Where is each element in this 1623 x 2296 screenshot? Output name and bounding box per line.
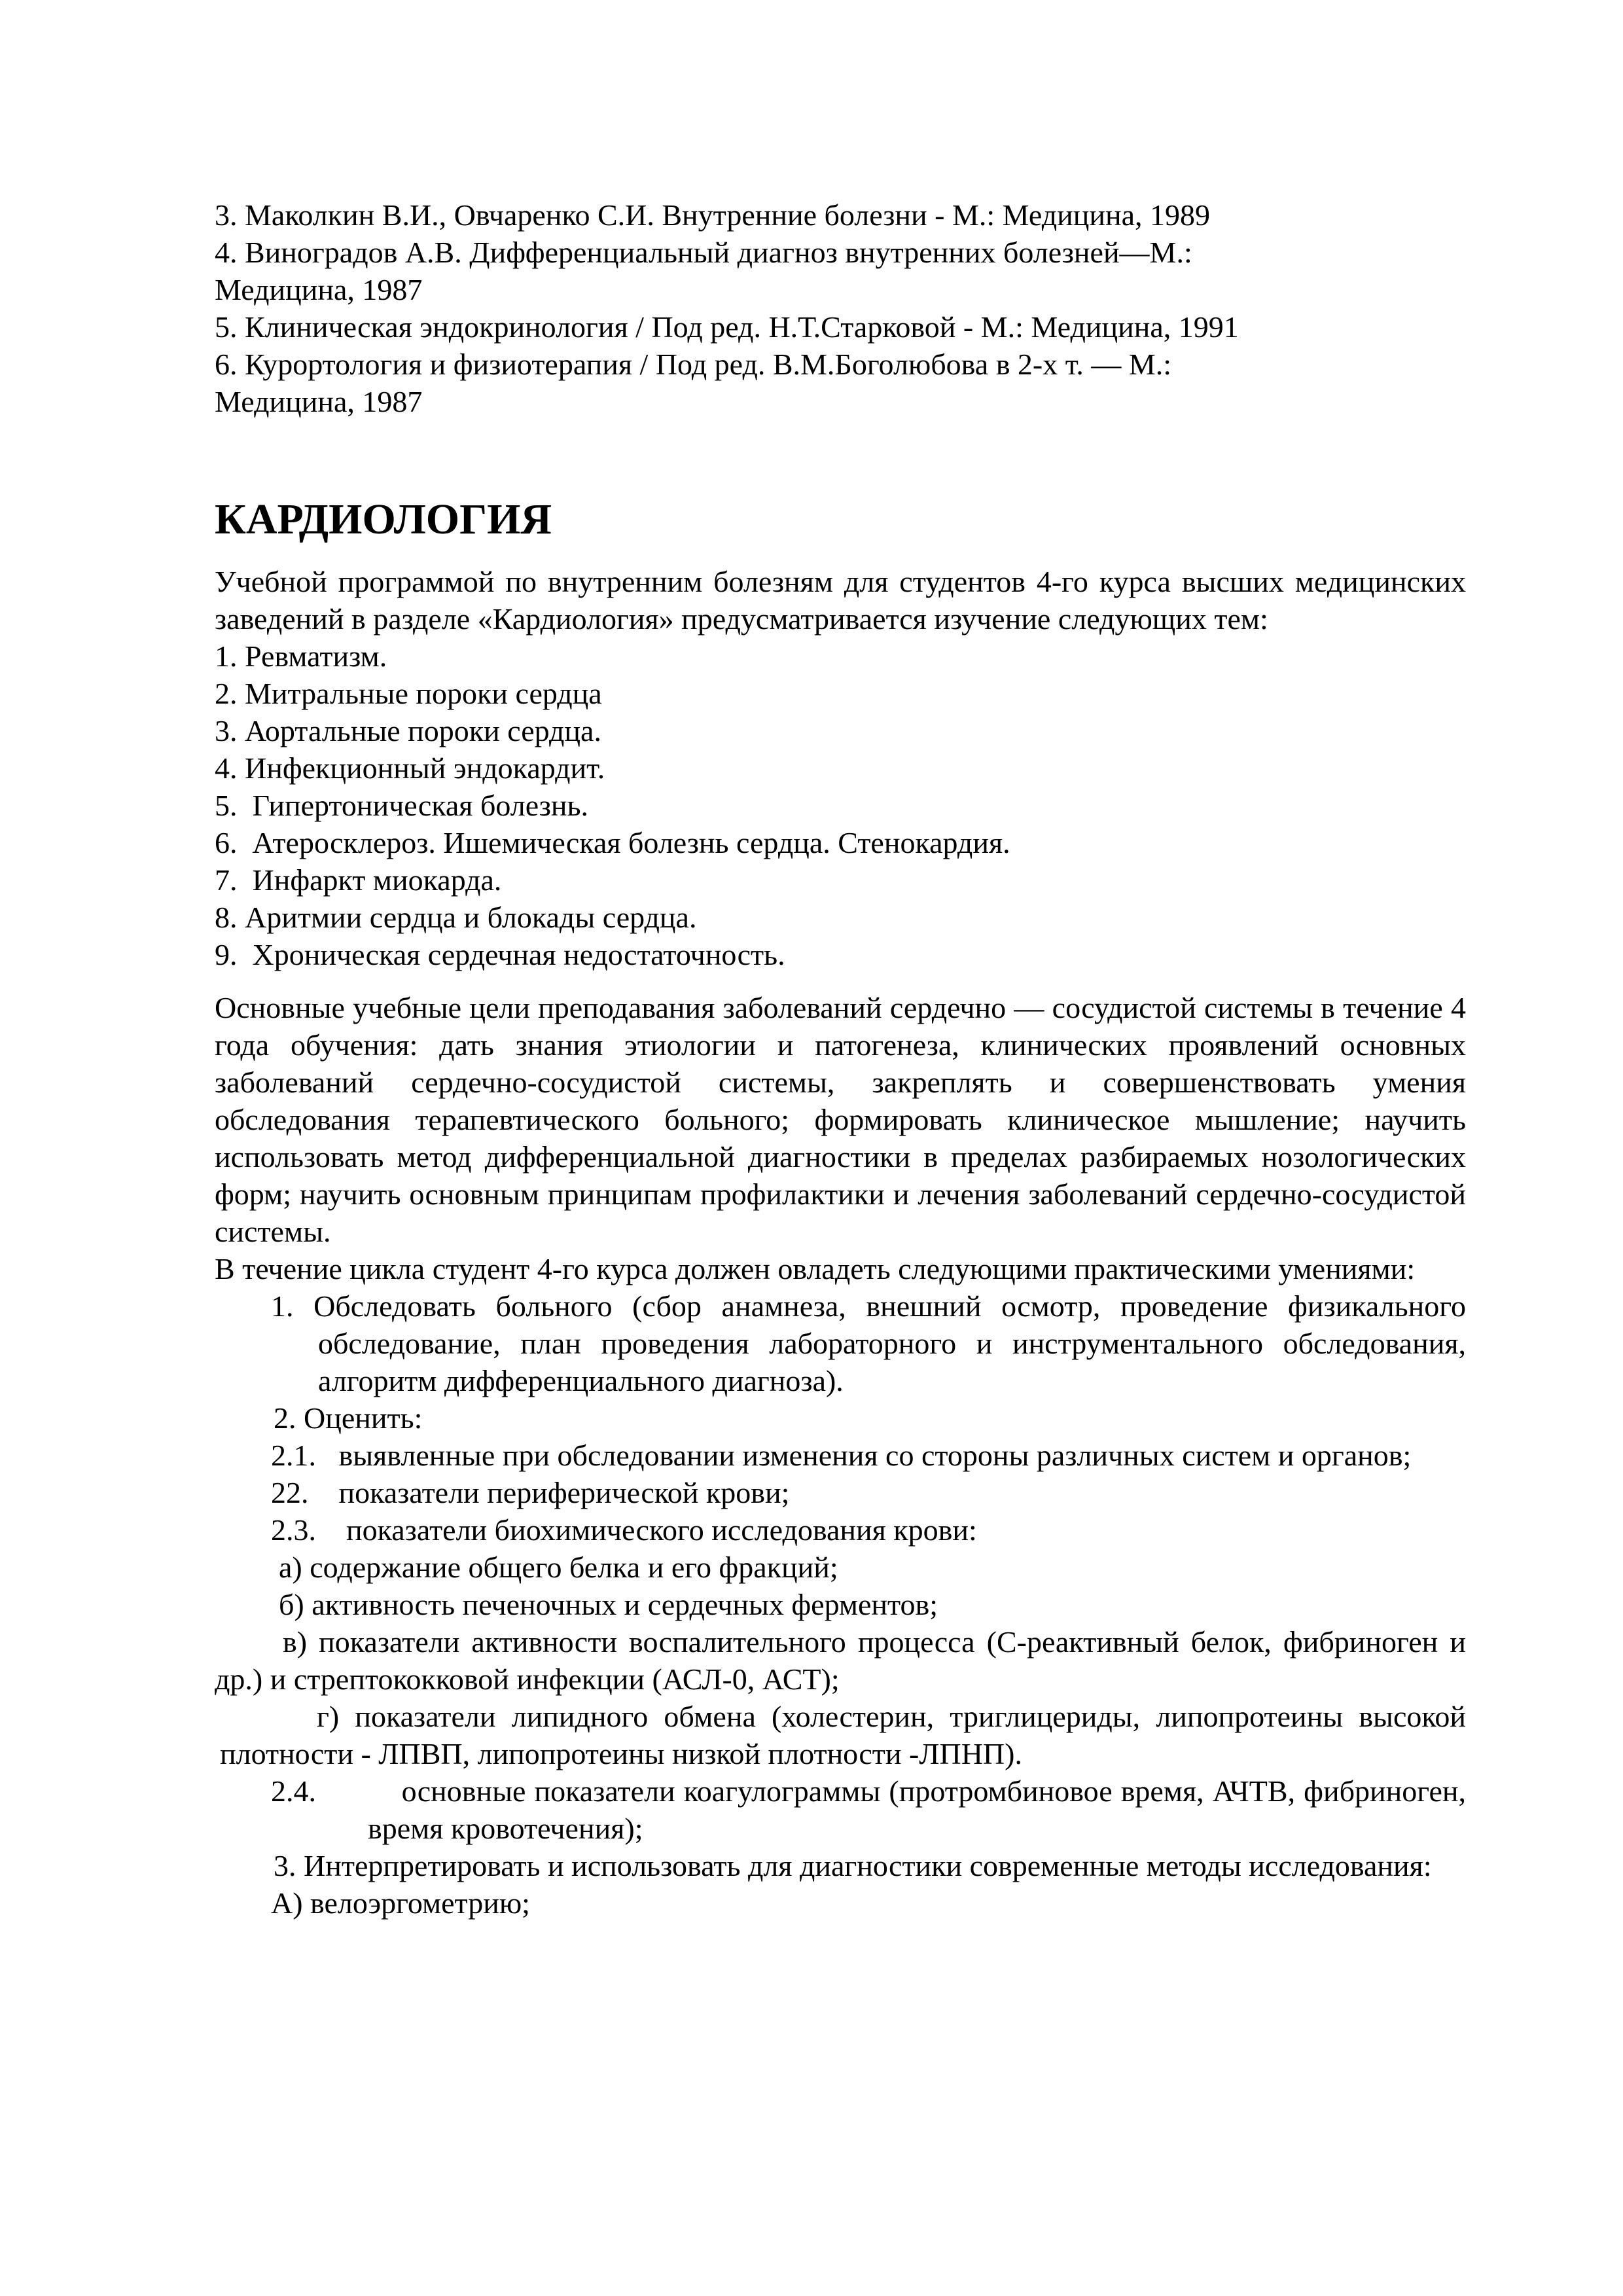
skill-item-2: 2. Оценить:: [274, 1401, 423, 1435]
skill-item-2-2: [271, 1474, 1466, 1511]
reference-line: Медицина, 1987: [215, 385, 423, 418]
topic-item: 7. Инфаркт миокарда.: [215, 863, 502, 897]
skill-number: 2.3.: [271, 1513, 316, 1547]
intro-paragraph: Учебной программой по внутренним болезням для студентов 4-го курса высших медицинских заведений в разделе «Кардиология» предусматривается изучение следующих тем:: [215, 565, 1466, 636]
skill-item-2-3: [271, 1511, 1466, 1549]
skill-text: основные показатели коагулограммы (протромбиновое время, АЧТВ, фибриноген, время кровотечения);: [368, 1774, 1466, 1845]
skill-text: выявленные при обследовании изменения со стороны различных систем и органов;: [338, 1439, 1412, 1472]
reference-line: Медицина, 1987: [215, 273, 423, 306]
topic-item: 6. Атеросклероз. Ишемическая болезнь сердца. Стенокардия.: [215, 826, 1010, 859]
spacer: [215, 973, 1466, 989]
skill-text: показатели биохимического исследования крови:: [346, 1513, 977, 1547]
skill-number: 2.1.: [271, 1439, 316, 1472]
reference-line: 3. Маколкин В.И., Овчаренко С.И. Внутренние болезни - М.: Медицина, 1989: [215, 198, 1211, 232]
skill-item-2-1: [271, 1437, 1466, 1474]
skills-list: [215, 1287, 1466, 1922]
goals-paragraph: Основные учебные цели преподавания заболеваний сердечно — сосудистой системы в течение 4 года обучения: дать знания этиологии и патогенеза, клинических проявлений основных заболеваний сердечно-сосудистой системы, закреплять и совершенствовать умения обследования терапевтического больного; формировать клиническое мышление; научить использовать метод дифференциальной диагностики в пределах разбираемых нозологических форм; научить основным принципам профилактики и лечения заболеваний сердечно-сосудистой системы.: [215, 991, 1466, 1248]
topic-item: 4. Инфекционный эндокардит.: [215, 751, 605, 785]
topic-item: 3. Аортальные пороки сердца.: [215, 714, 601, 747]
skill-subitem-a: а) содержание общего белка и его фракций;: [279, 1551, 838, 1584]
skill-item-1: 1. Обследовать больного (сбор анамнеза, внешний осмотр, проведение физикального обследование, план проведения лабораторного и инструментального обследования, алгоритм дифференциального диагноза).: [271, 1289, 1466, 1397]
skill-text: показатели периферической крови;: [338, 1476, 790, 1509]
skill-number: 22.: [271, 1476, 309, 1509]
skill-number: 2.4.: [271, 1774, 316, 1808]
skill-subitem-b: б) активность печеночных и сердечных ферментов;: [279, 1588, 938, 1621]
skills-intro-paragraph: В течение цикла студент 4-го курса должен овладеть следующими практическими умениями:: [215, 1252, 1416, 1285]
skill-item-2-4: [271, 1772, 1466, 1847]
page-content: [215, 196, 1466, 1922]
reference-line: 6. Курортология и физиотерапия / Под ред. В.М.Боголюбова в 2-х т. — М.:: [215, 348, 1172, 381]
topic-item: 5. Гипертоническая болезнь.: [215, 789, 588, 822]
skill-item-3: 3. Интерпретировать и использовать для диагностики современные методы исследования:: [274, 1849, 1432, 1882]
skill-subitem-g: г) показатели липидного обмена (холестерин, триглицериды, липопротеины высокой плотности - ЛПВП, липопротеины низкой плотности -ЛПНП).: [220, 1700, 1466, 1770]
topic-item: 2. Митральные пороки сердца: [215, 677, 602, 710]
reference-list: [215, 196, 1466, 420]
skill-item-3-a: А) велоэргометрию;: [271, 1886, 530, 1920]
topic-item: 1. Ревматизм.: [215, 639, 387, 673]
skill-subitem-v: в) показатели активности воспалительного процесса (С-реактивный белок, фибриноген и др.) и стрептококковой инфекции (АСЛ-0, АСТ);: [215, 1625, 1466, 1696]
reference-line: 5. Клиническая эндокринология / Под ред. Н.Т.Старковой - М.: Медицина, 1991: [215, 310, 1239, 344]
topic-list: [215, 637, 1466, 973]
topic-item: 8. Аритмии сердца и блокады сердца.: [215, 901, 697, 934]
topic-item: 9. Хроническая сердечная недостаточность.: [215, 938, 785, 971]
section-title: КАРДИОЛОГИЯ: [215, 495, 552, 543]
reference-line: 4. Виноградов А.В. Дифференциальный диагноз внутренних болезней—М.:: [215, 236, 1192, 269]
